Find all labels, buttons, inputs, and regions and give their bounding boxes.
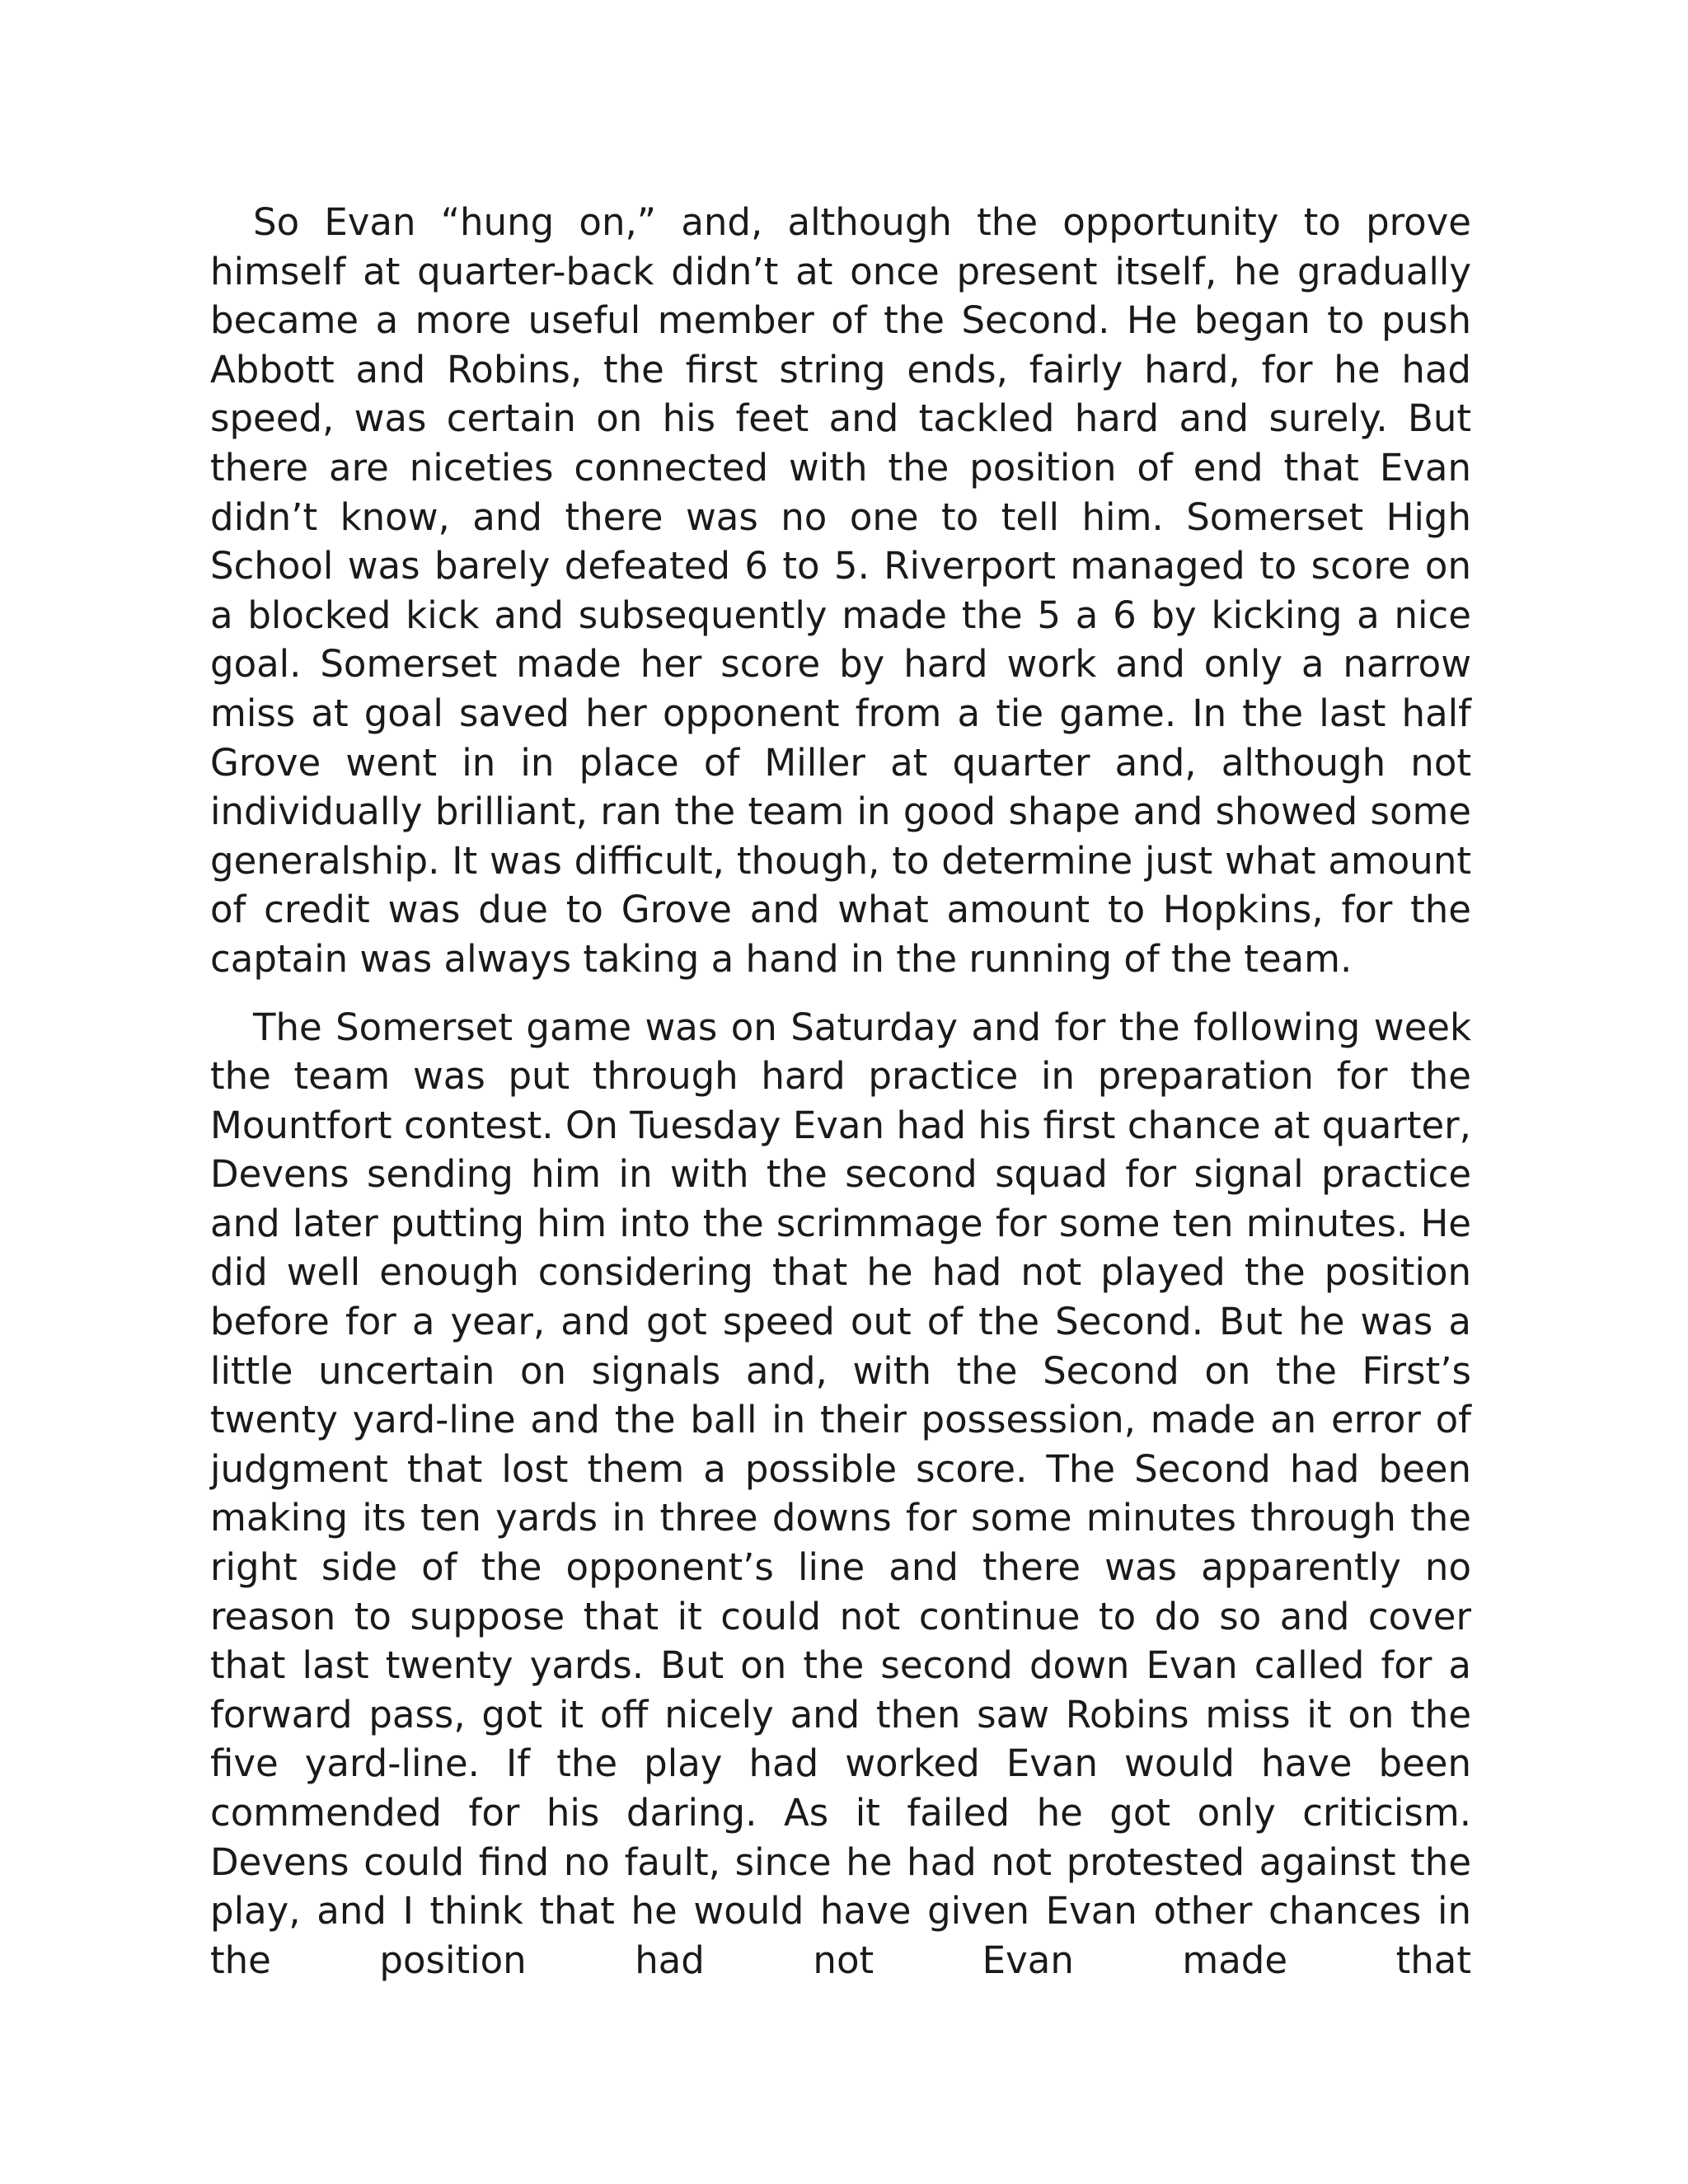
paragraph-1: So Evan “hung on,” and, although the opportunity to prove himself at quarter-back didn’t at once present itself, he gradually became a more useful member of the Second. He began to push Abbott and Robins, the first string ends, fairly hard, for he had speed, was certain on his feet and tackled hard and surely. But there are niceties connected with the position of end that Evan didn’t know, and there was no one to tell him. Somerset High School was barely defeated 6 to 5. Riverport managed to score on a blocked kick and subsequently made the 5 a 6 by kicking a nice goal. Somerset made her score by hard work and only a narrow miss at goal saved her opponent from a tie game. In the last half Grove went in in place of Miller at quarter and, although not individually brilliant, ran the team in good shape and showed some generalship. It was difficult, though, to determine just what amount of credit was due to Grove and what amount to Hopkins, for the captain was always taking a hand in the running of the team. <box>210 200 1471 981</box>
paragraph-2: The Somerset game was on Saturday and for the following week the team was put through hard practice in preparation for the Mountfort contest. On Tuesday Evan had his first chance at quarter, Devens sending him in with the second squad for signal practice and later putting him into the scrimmage for some ten minutes. He did well enough considering that he had not played the position before for a year, and got speed out of the Second. But he was a little uncertain on signals and, with the Second on the First’s twenty yard-line and the ball in their possession, made an error of judgment that lost them a possible score. The Second had been making its ten yards in three downs for some minutes through the right side of the opponent’s line and there was apparently no reason to suppose that it could not continue to do so and cover that last twenty yards. But on the second down Evan called for a forward pass, got it off nicely and then saw Robins miss it on the five yard-line. If the play had worked Evan would have been commended for his daring. As it failed he got only criticism. Devens could find no fault, since he had not protested against the play, and I think that he would have given Evan other chances in the position had not Evan made that <box>210 1005 1471 1982</box>
body-text <box>210 198 1471 1985</box>
